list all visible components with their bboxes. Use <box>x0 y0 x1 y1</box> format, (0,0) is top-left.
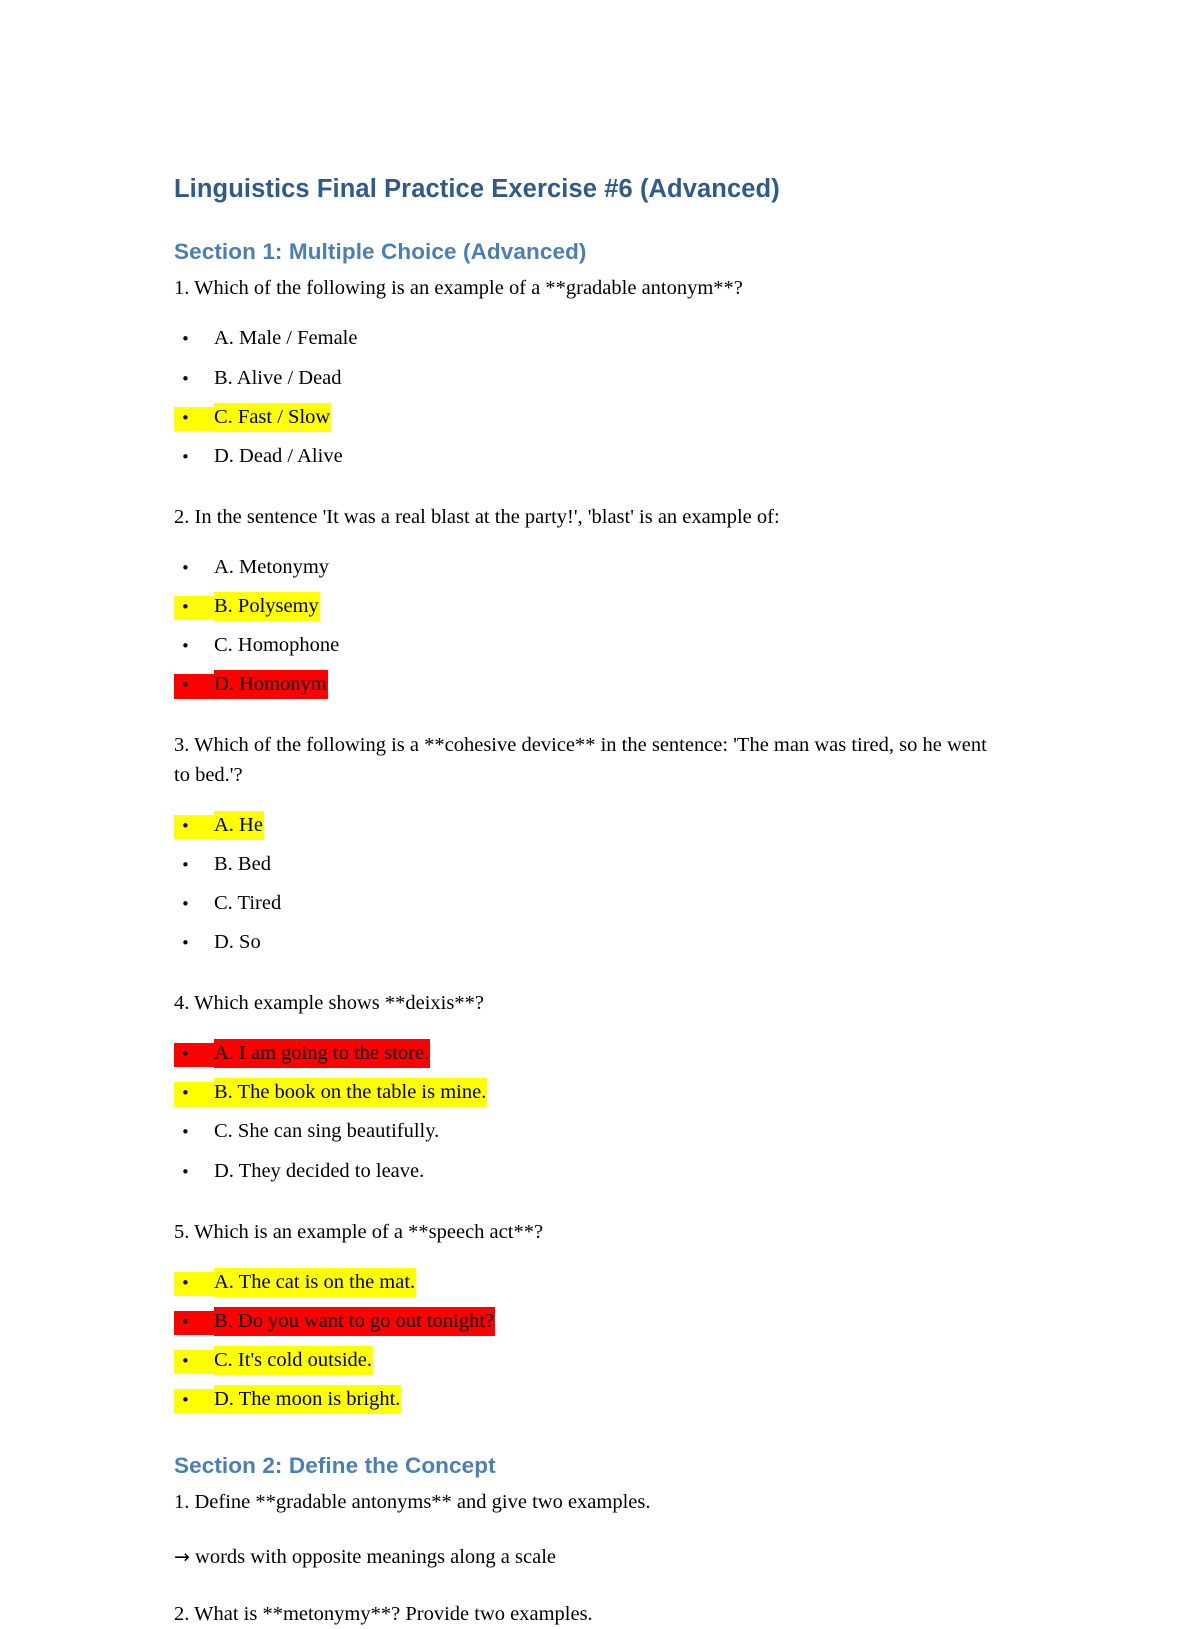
question-prompt-5: 5. Which is an example of a **speech act**? <box>174 1220 544 1243</box>
option-label: B. Bed <box>214 852 271 875</box>
bullet-icon: • <box>174 815 214 839</box>
bullet-icon: • <box>181 637 190 656</box>
option-list-4 <box>174 1036 1030 1189</box>
option-item[interactable] <box>174 321 1030 357</box>
option-item[interactable] <box>174 1304 1030 1340</box>
option-label: C. She can sing beautifully. <box>214 1120 440 1143</box>
option-item[interactable] <box>174 1114 1030 1150</box>
bullet-icon: • <box>181 558 190 577</box>
option-item[interactable] <box>174 1075 1030 1111</box>
bullet-icon: • <box>181 855 190 874</box>
option-label: B. Alive / Dead <box>214 366 342 389</box>
bullet-icon: • <box>174 596 214 620</box>
option-item[interactable] <box>174 361 1030 397</box>
bullet-icon: • <box>181 447 190 466</box>
define-answer-1 <box>174 1543 1030 1572</box>
option-item[interactable] <box>174 1265 1030 1301</box>
option-item[interactable] <box>174 628 1030 664</box>
bullet-icon: • <box>174 1082 214 1106</box>
option-item[interactable] <box>174 1036 1030 1072</box>
bullet-icon: • <box>181 330 190 349</box>
option-item[interactable] <box>174 589 1030 625</box>
bullet-icon: • <box>174 1350 214 1374</box>
document-title: Linguistics Final Practice Exercise #6 (Advanced) <box>174 175 780 203</box>
option-label: C. Homophone <box>214 634 340 657</box>
option-label: D. The moon is bright. <box>214 1385 401 1414</box>
bullet-icon: • <box>181 1123 190 1142</box>
option-item[interactable] <box>174 847 1030 883</box>
option-item[interactable] <box>174 808 1030 844</box>
option-list-2 <box>174 550 1030 703</box>
option-label: C. It's cold outside. <box>214 1346 373 1375</box>
option-item[interactable] <box>174 439 1030 475</box>
option-item[interactable] <box>174 925 1030 961</box>
bullet-icon: • <box>174 1043 214 1067</box>
bullet-icon: • <box>174 1311 214 1335</box>
option-list-1 <box>174 321 1030 474</box>
option-label: D. They decided to leave. <box>214 1159 425 1182</box>
option-item[interactable] <box>174 886 1030 922</box>
bullet-icon: • <box>174 407 214 431</box>
option-label: B. The book on the table is mine. <box>214 1078 487 1107</box>
option-item[interactable] <box>174 667 1030 703</box>
option-item[interactable] <box>174 1343 1030 1379</box>
option-label: D. So <box>214 930 261 953</box>
option-label: A. I am going to the store. <box>214 1039 430 1068</box>
define-answer-1-text: words with opposite meanings along a scale <box>189 1546 556 1569</box>
option-label: A. Male / Female <box>214 327 358 350</box>
option-label: D. Homonym <box>214 670 328 699</box>
option-label: A. He <box>214 811 264 840</box>
bullet-icon: • <box>174 1272 214 1296</box>
bullet-icon: • <box>181 933 190 952</box>
option-label: D. Dead / Alive <box>214 444 343 467</box>
option-label: A. The cat is on the mat. <box>214 1268 416 1297</box>
section-heading-2: Section 2: Define the Concept <box>174 1453 496 1479</box>
option-item[interactable] <box>174 1382 1030 1418</box>
bullet-icon: • <box>181 894 190 913</box>
question-prompt-3: 3. Which of the following is a **cohesive device** in the sentence: 'The man was tired, so he went to bed.'? <box>174 734 987 786</box>
define-prompt-2: 2. What is **metonymy**? Provide two examples. <box>174 1603 593 1626</box>
bullet-icon: • <box>181 369 190 388</box>
option-list-3 <box>174 808 1030 961</box>
option-label: C. Tired <box>214 891 282 914</box>
option-label: B. Do you want to go out tonight? <box>214 1307 495 1336</box>
bullet-icon: • <box>174 674 214 698</box>
option-label: B. Polysemy <box>214 592 320 621</box>
question-prompt-4: 4. Which example shows **deixis**? <box>174 992 484 1015</box>
section-heading-1: Section 1: Multiple Choice (Advanced) <box>174 239 587 265</box>
right-arrow-icon: → <box>174 1546 190 1569</box>
question-prompt-1: 1. Which of the following is an example of a **gradable antonym**? <box>174 277 743 300</box>
bullet-icon: • <box>174 1389 214 1413</box>
option-item[interactable] <box>174 1154 1030 1190</box>
option-label: A. Metonymy <box>214 555 330 578</box>
option-label: C. Fast / Slow <box>214 403 331 432</box>
question-prompt-2: 2. In the sentence 'It was a real blast at the party!', 'blast' is an example of: <box>174 505 780 528</box>
define-prompt-1: 1. Define **gradable antonyms** and give two examples. <box>174 1491 651 1514</box>
option-item[interactable] <box>174 400 1030 436</box>
option-list-5 <box>174 1265 1030 1418</box>
option-item[interactable] <box>174 550 1030 586</box>
bullet-icon: • <box>181 1162 190 1181</box>
